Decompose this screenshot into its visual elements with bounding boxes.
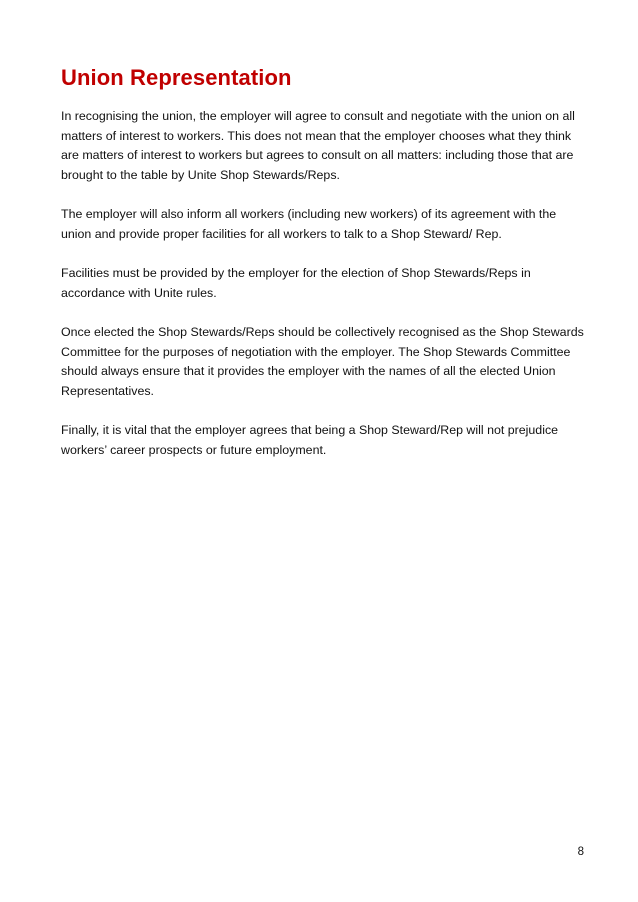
page-title: Union Representation <box>61 65 292 90</box>
paragraph-recognition: In recognising the union, the employer will agree to consult and negotiate with the union on all matters of interest to workers. This does not mean that the employer chooses what they think are matters of interest to workers but agrees to consult on all matters: including those that are brought to the table by Unite Shop Stewards/Reps. <box>61 109 575 182</box>
paragraph-committee: Once elected the Shop Stewards/Reps should be collectively recognised as the Shop Stewards Committee for the purposes of negotiation with the employer. The Shop Stewards Committee should always ensure that it provides the employer with the names of all the elected Union Representatives. <box>61 325 584 398</box>
page-number: 8 <box>577 846 584 858</box>
paragraph-career-prospects: Finally, it is vital that the employer agrees that being a Shop Steward/Rep will not prejudice workers’ career prospects or future employment. <box>61 423 559 457</box>
paragraph-inform-workers: The employer will also inform all workers (including new workers) of its agreement with the union and provide proper facilities for all workers to talk to a Shop Steward/ Rep. <box>61 207 557 241</box>
document-body <box>61 107 589 480</box>
paragraph-facilities: Facilities must be provided by the employer for the election of Shop Stewards/Reps in accordance with Unite rules. <box>61 266 531 300</box>
